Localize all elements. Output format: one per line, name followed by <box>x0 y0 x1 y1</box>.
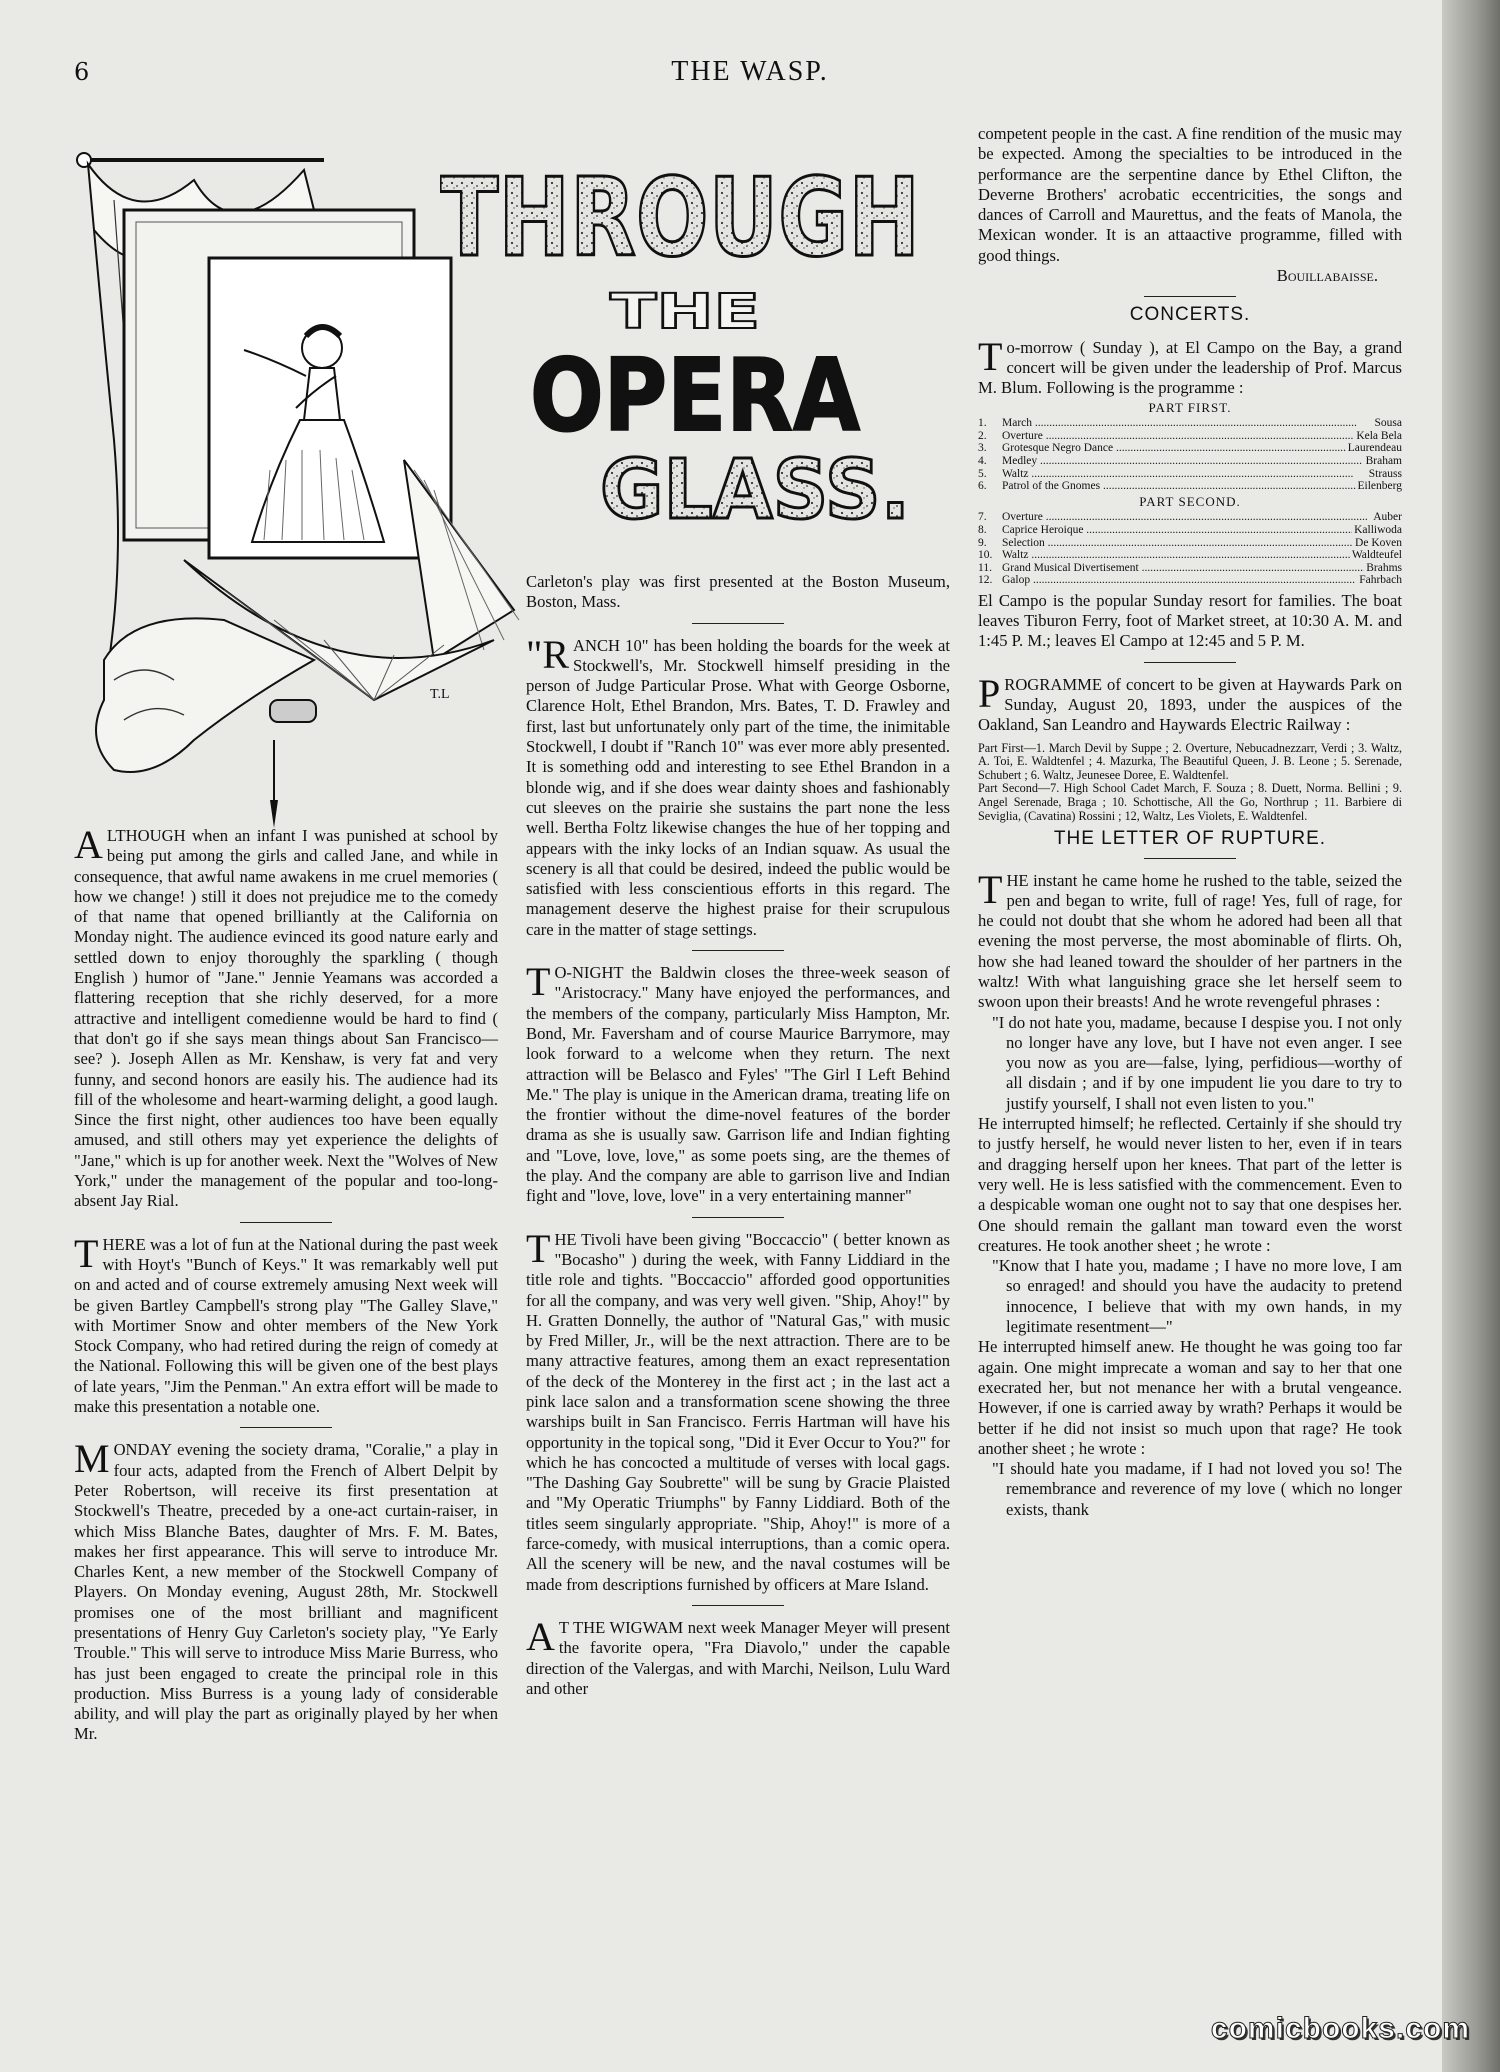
haywards-part-second: Part Second—7. High School Cadet March, F. Souza ; 8. Duett, Norma. Bellini ; 9. Angel Serenade, Braga ; 10. Schottische, All the Go, Northrup ; 11. Barbiere di Seviglia, (Cavatina) Rossini ; 12, Waltz, Les Violets, E. Waldtenfel. <box>978 781 1402 823</box>
programme-number: 10. <box>978 549 993 562</box>
article-wigwam <box>526 1613 950 1699</box>
divider <box>1144 296 1236 297</box>
paragraph-el-campo-ferry: El Campo is the popular Sunday resort for families. The boat leaves Tiburon Ferry, foot of Market street, at 10:30 A. M. and 1:45 P. M.; leaves El Campo at 12:45 and 5 P. M. <box>978 590 1402 651</box>
programme-item <box>978 468 1402 481</box>
divider <box>240 1222 332 1223</box>
column-2 <box>526 572 950 1699</box>
part-first-list <box>978 417 1402 493</box>
programme-title: Overture ..... <box>1002 430 1354 443</box>
programme-composer: Kalliwoda <box>1354 523 1402 536</box>
drop-cap: A <box>74 822 103 867</box>
article-haywards <box>978 670 1402 736</box>
programme-composer: Brahms <box>1366 561 1402 574</box>
article-tivoli <box>526 1225 950 1595</box>
page-edge-shadow <box>1442 0 1500 2072</box>
concerts-heading: CONCERTS. <box>1129 304 1251 326</box>
programme-item <box>978 549 1402 562</box>
programme-title: Overture ..... <box>1002 511 1371 524</box>
programme-composer: De Koven <box>1355 536 1402 549</box>
programme-item <box>978 430 1402 443</box>
quote-1 <box>978 1013 1402 1114</box>
drop-cap: T <box>978 866 1003 912</box>
programme-composer: Kela Bela <box>1356 429 1402 442</box>
article-coralie <box>74 1436 498 1744</box>
programme-composer: Laurendeau <box>1347 442 1402 455</box>
programme-title: March ..... <box>1002 417 1373 430</box>
haywards-part-first: Part First—1. March Devil by Suppe ; 2. Overture, Nebucadnezzarr, Verdi ; 3. Waltz, A. Toi, E. Waldtenfel ; 4. Mazurka, The Beautiful Queen, J. B. Leone ; 5. Serenade, Schubert ; 6. Waltz, Jeunesee Doree, E. Waldtenfel. <box>978 740 1402 782</box>
programme-title: Caprice Heroique ..... <box>1002 524 1352 537</box>
programme-item <box>978 442 1402 455</box>
drop-cap: A <box>526 1613 555 1659</box>
title-word-the: THE <box>610 284 760 340</box>
programme-item <box>978 455 1402 468</box>
article-jane <box>74 822 498 1212</box>
programme-composer: Eilenberg <box>1357 480 1402 493</box>
programme-composer: Sousa <box>1374 417 1402 430</box>
article-national <box>74 1230 498 1418</box>
programme-composer: Fahrbach <box>1359 574 1402 587</box>
title-word-opera: OPERA <box>530 337 860 454</box>
paragraph-jane: LTHOUGH when an infant I was punished at school by being put among the girls and called Jane, and while in consequence, that awful name awakens in me cruel memories ( how we change! ) still it does not prejudice me to the comedy of that name that opened brilliantly at the California on Monday night. The audience evinced its good nature early and settled down to enjoy thoroughly the sparkling ( though English ) humor of "Jane." Jennie Yeamans was accorded a flattering reception that she richly deserved, for a more attractive and intelligent comedienne would be hard to find ( that don't go if she says mean things about San Francisco—see? ). Joseph Allen as Mr. Kenshaw, is very fat and very funny, and second honors are easily his. The audience had its fill of the wholesome and heart-warming delight, a good laugh. Since the first night, other audiences too have been equally amused, and still others may yet experience the delights of "Jane," which is up for another week. Next the "Wolves of New York," under the management of the popular and too-long-absent Jay Rial. <box>74 826 498 1211</box>
divider <box>1144 858 1236 859</box>
divider <box>692 950 784 951</box>
article-ranch <box>526 631 950 940</box>
programme-title: Medley ..... <box>1002 455 1364 468</box>
programme-composer: Waldteufel <box>1351 549 1402 562</box>
divider <box>692 1217 784 1218</box>
programme-item <box>978 480 1402 493</box>
title-word-glass: GLASS. <box>600 443 910 538</box>
concert-programme <box>978 399 1402 587</box>
programme-item <box>978 574 1402 587</box>
drop-cap: M <box>74 1436 110 1482</box>
paragraph-letter-2: He interrupted himself; he reflected. Certainly if she should try to justfy herself, he would never listen to her, even if in tears and dragging herself upon her knees. That part of the letter is very well. He is less satisfied with the commencement. Even to a despicable woman one ought not to say that one despises her. One should remain the gallant man toward even the worst creatures. He took another sheet ; he wrote : <box>978 1114 1402 1255</box>
paragraph-ranch: ANCH 10" has been holding the boards for the week at Stockwell's, Mr. Stockwell himself presiding in the person of Judge Particular Prose. What with George Osborne, Clarence Holt, Ethel Brandon, Mrs. Bates, T. D. Frawley and first, last but unfortunately only part of the time, the inimitable Stockwell, I doubt if "Ranch 10" was ever more ably presented. It is something odd and interesting to see Ethel Brandon in a blonde wig, and if she does wear dainty shoes and fashionably cut sleeves on the prairie she sustains the part none the less well. Bertha Foltz likewise changes the hue of her topping and appears with the inky locks of an Indian squaw. As usual the scenery is all that could be desired, indeed the public would be satisfied with less conscientious efforts in this regard. The management deserve the highest praise for their scrupulous care in the matter of stage settings. <box>526 635 950 939</box>
paragraph-carleton: Carleton's play was first presented at the Boston Museum, Boston, Mass. <box>526 572 950 612</box>
programme-title: Waltz ..... <box>1002 468 1367 481</box>
programme-item <box>978 511 1402 524</box>
drop-cap: T <box>978 333 1003 379</box>
programme-item <box>978 562 1402 575</box>
programme-title: Patrol of the Gnomes ..... <box>1002 480 1356 493</box>
article-baldwin <box>526 959 950 1207</box>
signature: Bouillabaisse. <box>1276 266 1378 286</box>
programme-number: 9. <box>978 536 987 549</box>
title-lettering <box>440 150 940 540</box>
divider <box>692 623 784 624</box>
article-letter <box>978 866 1402 1013</box>
paragraph-coralie: ONDAY evening the society drama, "Coralie," a play in four acts, adapted from the French of Albert Delpit by Peter Robertson, will receive its first presentation at Stockwell's Theatre, preceded by a one-act curtain-raiser, in which Miss Blanche Bates, daughter of Mrs. F. M. Bates, makes her first appearance. This will serve to introduce Mr. Charles Kent, a new member of the Stockwell Company of Players. On Monday evening, August 28th, Mr. Stockwell promises one of the most brilliant and magnificent presentations of Henry Guy Carleton's society play, "Ye Early Trouble." This will serve to introduce Miss Marie Burress, who has just been engaged to create the principal role in this production. Miss Burress is a young lady of considerable ability, and will play the part as originally played by her when Mr. <box>74 1440 498 1744</box>
programme-number: 4. <box>978 454 987 467</box>
programme-number: 1. <box>978 417 987 430</box>
paragraph-letter-3: He interrupted himself anew. He thought he was going too far again. One might imprecate a woman and say to her that one execrated her, but not menance her with a brutal vengeance. However, if one is carried away by wrath? Perhaps it would be better if he did not insist so much upon that rage? He took another sheet ; he wrote : <box>978 1337 1402 1458</box>
drop-cap: T <box>526 1225 551 1271</box>
programme-number: 3. <box>978 442 987 455</box>
paragraph-wigwam: T THE WIGWAM next week Manager Meyer will present the favorite opera, "Fra Diavolo," under the capable direction of the Valergas, and with Marchi, Neilson, Lulu Ward and other <box>526 1617 950 1698</box>
programme-title: Grotesque Negro Dance ..... <box>1002 442 1346 455</box>
masthead: THE WASP. <box>671 56 829 87</box>
quote-2 <box>978 1256 1402 1337</box>
divider <box>1144 662 1236 663</box>
programme-item <box>978 417 1402 430</box>
programme-composer: Auber <box>1373 511 1402 524</box>
paragraph-national: HERE was a lot of fun at the National during the past week with Hoyt's "Bunch of Keys." It was remarkably well put on and acted and of course extremely amusing Next week will be given Bartley Campbell's strong play "The Galley Slave," with Mortimer Snow and ohter members of the New York Stock Company, who had retired during the reign of comedy at the National. Following this will be given one of the best plays of late years, "Jim the Penman." An extra effort will be made to make this presentation a notable one. <box>74 1234 498 1417</box>
programme-item <box>978 524 1402 537</box>
column-1 <box>74 822 498 1745</box>
drop-cap: "R <box>526 631 570 677</box>
programme-number: 5. <box>978 467 987 480</box>
article-el-campo <box>978 333 1402 399</box>
quote-text: "Know that I hate you, madame ; I have no more love, I am so enraged! and should you have the audacity to pretend innocence, I believe that with my own hands, in my legitimate resentment—" <box>992 1256 1402 1337</box>
programme-composer: Strauss <box>1368 467 1402 480</box>
drop-cap: T <box>526 959 551 1005</box>
programme-title: Grand Musical Divertisement ..... <box>1002 562 1364 575</box>
programme-number: 12. <box>978 574 993 587</box>
paragraph-baldwin: O-NIGHT the Baldwin closes the three-week season of "Aristocracy." Many have enjoyed the performances, and the members of the company, particularly Miss Hampton, Mr. Bond, Mr. Faversham and of course Maurice Barrymore, may look forward to a welcome when they return. The next attraction will be Belasco and Fyles' "The Girl I Left Behind Me." The play is unique in the American drama, treating life on the frontier without the dime-novel features of the border drama as she is usually saw. Garrison life and Indian fighting and "Love, love, love," as some poets sing, are the themes of the play. And the company are able to garrison live and Indian fight and "love, love, love" in a very entertaining manner" <box>526 963 950 1206</box>
column-3 <box>978 124 1402 1520</box>
quote-3 <box>978 1459 1402 1520</box>
letter-heading: THE LETTER OF RUPTURE. <box>1053 828 1327 850</box>
quote-text: "I do not hate you, madame, because I despise you. I not only no longer have any love, but I have not even anger. I see you now as you are—false, lying, perfidious—worthy of all disdain ; and if by one impudent lie you dare to try to justify yourself, I shall not even listen to you." <box>992 1012 1402 1113</box>
divider <box>240 1427 332 1428</box>
watermark-logo: comicbooks.com <box>1210 2012 1470 2045</box>
paragraph-letter-1: HE instant he came home he rushed to the table, seized the pen and began to write, full of rage! Yes, full of rage, for he could not doubt that she whom he adored had been all that evening the most perverse, the most abominable of flirts. Oh, how she had leaned toward the shoulder of her partners in the waltz! With what languishing grace she let herself seem to swoon upon their breasts! And he wrote revengeful phrases : <box>978 870 1402 1012</box>
quote-text: "I should hate you madame, if I had not loved you so! The remembrance and reverence of my love ( which no longer exists, thank <box>992 1459 1402 1519</box>
programme-number: 11. <box>978 561 992 574</box>
paragraph-wigwam-cont: competent people in the cast. A fine rendition of the music may be expected. Among the specialties to be introduced in the performance are the serpentine dance by Ethel Clifton, the Deverne Brothers' acrobatic eccentricities, the songs and dances of Carroll and Maurettus, and the feats of Manola, the Mexican wonder. It is an attaactive programme, filled with good things. <box>978 124 1402 265</box>
programme-composer: Braham <box>1365 454 1402 467</box>
part-second-list <box>978 511 1402 587</box>
programme-number: 2. <box>978 429 987 442</box>
programme-number: 8. <box>978 523 987 536</box>
programme-title: Selection ..... <box>1002 537 1353 550</box>
paragraph-haywards: ROGRAMME of concert to be given at Haywards Park on Sunday, August 20, 1893, under the auspices of the Oakland, San Leandro and Haywards Electric Railway : <box>978 674 1402 735</box>
programme-title: Waltz ..... <box>1002 549 1350 562</box>
drop-cap: P <box>978 670 1001 716</box>
programme-number: 7. <box>978 511 987 524</box>
drop-cap: T <box>74 1230 99 1276</box>
programme-number: 6. <box>978 480 987 493</box>
part-second-heading: PART SECOND. <box>1139 493 1241 509</box>
divider <box>692 1605 784 1606</box>
page-number: 6 <box>74 58 90 86</box>
paragraph-el-campo: o-morrow ( Sunday ), at El Campo on the Bay, a grand concert will be given under the leadership of Prof. Marcus M. Blum. Following is the programme : <box>978 337 1402 398</box>
title-word-through: THROUGH <box>440 156 920 281</box>
programme-title: Galop ..... <box>1002 574 1357 587</box>
programme-item <box>978 537 1402 550</box>
part-first-heading: PART FIRST. <box>1148 399 1232 415</box>
artist-monogram: T.L <box>430 687 450 702</box>
paragraph-tivoli: HE Tivoli have been giving "Boccaccio" ( better known as "Bocasho" ) during the week, with Fanny Liddiard in the title role and tights. "Boccaccio" afforded good opportunities for all the company, and was very well given. "Ship, Ahoy!" by H. Gratten Donnelly, the author of "Natural Gas," with music by Fred Miller, Jr., will be the next attraction. There are to be many attractive features, among them an exact representation of the deck of the Monterey in the first act ; in the last act a pink lace salon and a transformation scene showing the three warships built in San Francisco. Ferris Hartman will have his opportunity in the topical song, "Did it Ever Occur to You?" for which he has concocted a multitude of verses with local gags. "The Dashing Gay Soubrette" will be sung by Gracie Plaisted and "My Operatic Triumphs" by Fanny Liddiard. Both of the titles seem singularly appropriate. "Ship, Ahoy!" is more of a farce-comedy, with musical interruptions, than a comic opera. All the scenery will be new, and the naval costumes will be made from descriptions furnished by officers at Mare Island. <box>526 1229 950 1594</box>
